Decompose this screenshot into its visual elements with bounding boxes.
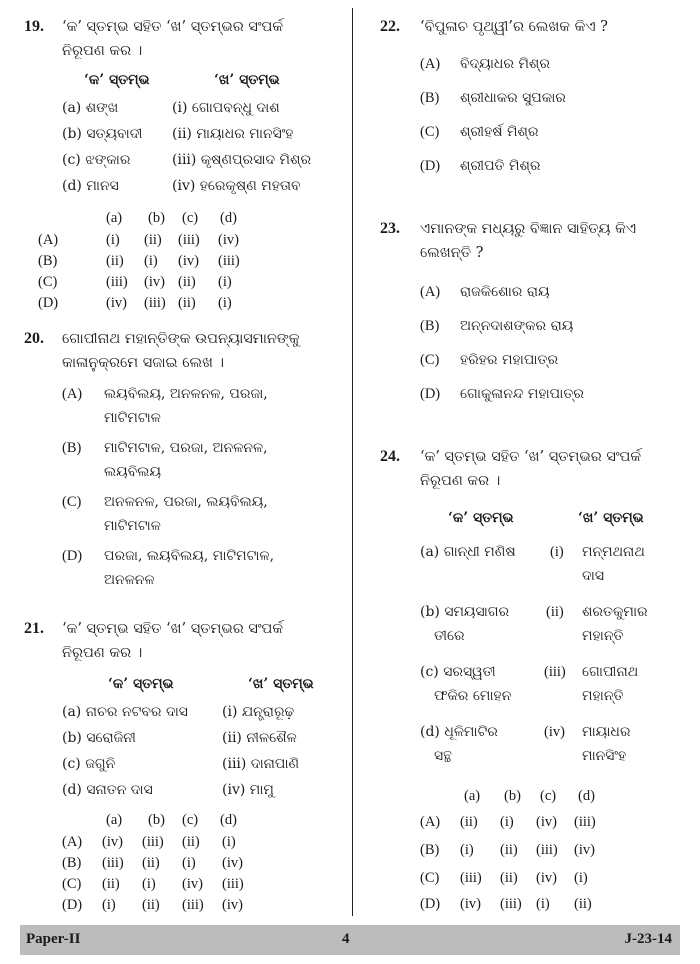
code-cell: (iv) (106, 295, 127, 311)
code-cell: (i) (102, 897, 116, 913)
column-header: ‘ଖ’ ସ୍ତମ୍ଭ (214, 72, 280, 88)
code-cell: (iv) (182, 876, 203, 892)
code-cell: (ii) (574, 896, 592, 912)
answer-option-A[interactable]: (A) (420, 814, 441, 830)
question-text: ନିରୂପଣ କର । (420, 473, 501, 489)
code-cell: (iii) (142, 834, 164, 850)
option-text: ମାଟିମଟାଳ, ପରଜା, ଅନଳନଳ, (104, 440, 268, 456)
code-cell: (ii) (144, 232, 162, 248)
code-cell: (i) (218, 295, 232, 311)
match-item: (ii) ମାୟାଧର ମାନସିଂହ (172, 126, 294, 142)
match-item: (c) ଜଗୁନି (62, 756, 116, 772)
code-cell: (i) (182, 855, 196, 871)
answer-option-B[interactable]: (B) (420, 90, 440, 106)
code-cell: (i) (142, 876, 156, 892)
match-item: (a) ନାଚର ନଟବର ଦାସ (62, 704, 188, 720)
column-header: ‘ଖ’ ସ୍ତମ୍ଭ (578, 510, 644, 526)
match-item: (a) ଶଙ୍ଖ (62, 100, 119, 116)
answer-option-C[interactable]: (C) (62, 494, 82, 510)
option-text: ରାଜକିଶୋର ରାୟ (460, 284, 550, 300)
match-item: (i) (550, 544, 564, 560)
code-cell: (iv) (460, 896, 481, 912)
answer-option-D[interactable]: (D) (420, 896, 441, 912)
code-cell: (i) (222, 834, 236, 850)
code-header: (c) (540, 788, 557, 804)
code-cell: (iii) (178, 232, 200, 248)
code-cell: (iv) (536, 870, 557, 886)
option-text: ଲୟବିଲୟ, ଅନଳନଳ, ପରଜା, (104, 386, 268, 402)
code-header: (c) (182, 210, 199, 226)
match-item: (b) ସମୟସାଗର (420, 604, 510, 620)
code-cell: (iii) (106, 274, 128, 290)
option-text: ଶ୍ରୀଧାକର ସୁପକାର (460, 90, 566, 106)
code-cell: (i) (536, 896, 550, 912)
code-cell: (iv) (574, 842, 595, 858)
code-cell: (iv) (102, 834, 123, 850)
answer-option-A[interactable]: (A) (38, 232, 59, 248)
match-item: ଦାସ (582, 568, 604, 584)
question-text: କାଳାନୁକ୍ରମେ ସଜାଇ ଲେଖ । (62, 355, 225, 371)
match-item: ଗୋପୀନାଥ (582, 664, 639, 680)
code-cell: (iii) (222, 876, 244, 892)
question-number: 20. (24, 330, 44, 347)
match-item: (b) ସରୋଜିନୀ (62, 730, 136, 746)
question-text: ନିରୂପଣ କର । (62, 645, 143, 661)
match-item: ମାନସିଂହ (582, 748, 627, 764)
code-cell: (iv) (536, 814, 557, 830)
answer-option-D[interactable]: (D) (62, 897, 83, 913)
code-cell: (iv) (218, 232, 239, 248)
code-cell: (i) (500, 814, 514, 830)
code-cell: (ii) (460, 814, 478, 830)
code-cell: (iv) (222, 855, 243, 871)
question-text: ଗୋପୀନାଥ ମହାନ୍ତିଙ୍କ ଉପନ୍ୟାସମାନଙ୍କୁ (62, 331, 300, 347)
option-text: ବିଦ୍ୟାଧର ମିଶ୍ର (460, 56, 550, 72)
question-number: 24. (380, 448, 400, 465)
question-number: 22. (380, 18, 400, 35)
answer-option-C[interactable]: (C) (420, 124, 440, 140)
code-cell: (ii) (178, 274, 196, 290)
code-header: (b) (148, 812, 165, 828)
option-text: ପରଜା, ଲୟବିଲୟ, ମାଟିମଟାଳ, (104, 548, 275, 564)
match-item: ଶରତକୁମାର (582, 604, 648, 620)
code-cell: (iii) (144, 295, 166, 311)
match-item: (d) ମାନସ (62, 178, 119, 194)
option-text: ମାଟିମଟାଳ (104, 410, 161, 426)
code-header: (b) (148, 210, 165, 226)
option-text: ହରିହର ମହାପାତ୍ର (460, 352, 559, 368)
question-text: ‘ବିପୁଳାଚ ପୃଥ୍ୱୀ’ର ଲେଖକ କିଏ ? (420, 19, 608, 35)
match-item: ତୀରେ (434, 628, 465, 644)
match-item: (c) ଝଙ୍କାର (62, 152, 131, 168)
option-text: ମାଟିମଟାଳ (104, 518, 161, 534)
code-cell: (iii) (500, 896, 522, 912)
question-text: ‘କ’ ସ୍ତମ୍ଭ ସହିତ ‘ଖ’ ସ୍ତମ୍ଭର ସଂପର୍କ (420, 449, 642, 465)
column-header: ‘ଖ’ ସ୍ତମ୍ଭ (248, 676, 314, 692)
answer-option-C[interactable]: (C) (62, 876, 82, 892)
code-cell: (i) (460, 842, 474, 858)
question-text: ‘କ’ ସ୍ତମ୍ଭ ସହିତ ‘ଖ’ ସ୍ତମ୍ଭର ସଂପର୍କ (62, 19, 284, 35)
code-cell: (iv) (222, 897, 243, 913)
match-item: (a) ଗାନ୍ଧୀ ମଣିଷ (420, 544, 516, 560)
option-text: ଶ୍ରୀପତି ମିଶ୍ର (460, 158, 541, 174)
code-cell: (ii) (102, 876, 120, 892)
code-cell: (ii) (106, 253, 124, 269)
answer-option-A[interactable]: (A) (420, 284, 441, 300)
paper-label: Paper-II (26, 931, 81, 947)
match-item: ସନ୍ଥ (434, 748, 452, 764)
code-header: (d) (220, 210, 237, 226)
match-item: (i) ଯନ୍ତ୍ରାରୂଢ଼ (222, 704, 295, 720)
code-header: (c) (182, 812, 199, 828)
question-text: ନିରୂପଣ କର । (62, 43, 143, 59)
code-cell: (iii) (536, 842, 558, 858)
match-item: (iv) (544, 724, 565, 740)
code-cell: (iii) (182, 897, 204, 913)
question-number: 23. (380, 220, 400, 237)
code-header: (b) (504, 788, 521, 804)
answer-option-B[interactable]: (B) (62, 440, 82, 456)
match-item: ମହାନ୍ତି (582, 688, 624, 704)
question-text: ‘କ’ ସ୍ତମ୍ଭ ସହିତ ‘ଖ’ ସ୍ତମ୍ଭର ସଂପର୍କ (62, 621, 284, 637)
match-item: (i) ଗୋପବନ୍ଧୁ ଦାଶ (172, 100, 280, 116)
match-item: (b) ସତ୍ୟବାଦୀ (62, 126, 143, 142)
code-cell: (i) (106, 232, 120, 248)
code-cell: (iii) (574, 814, 596, 830)
code-cell: (ii) (500, 870, 518, 886)
answer-option-D[interactable]: (D) (420, 158, 441, 174)
match-item: (iii) କୃଷ୍ଣପ୍ରସାଦ ମିଶ୍ର (172, 152, 312, 168)
code-cell: (iii) (102, 855, 124, 871)
code-cell: (iv) (178, 253, 199, 269)
code-cell: (iii) (218, 253, 240, 269)
answer-option-B[interactable]: (B) (62, 855, 82, 871)
page-number: 4 (342, 931, 350, 947)
code-cell: (iii) (460, 870, 482, 886)
code-cell: (i) (218, 274, 232, 290)
code-header: (a) (106, 812, 123, 828)
question-number: 19. (24, 18, 44, 35)
answer-option-A[interactable]: (A) (420, 56, 441, 72)
answer-option-C[interactable]: (C) (420, 870, 440, 886)
code-header: (d) (578, 788, 595, 804)
column-header: ‘କ’ ସ୍ତମ୍ଭ (84, 72, 150, 88)
answer-option-C[interactable]: (C) (420, 352, 440, 368)
code-cell: (iv) (144, 274, 165, 290)
match-item: (ii) (546, 604, 564, 620)
answer-option-D[interactable]: (D) (38, 295, 59, 311)
match-item: (iv) ମାମୁ (222, 782, 274, 798)
match-item: (d) ଧୂଳିମାଟିର (420, 724, 498, 740)
match-item: ମନ୍ମଥନାଥ (582, 544, 645, 560)
code-cell: (ii) (142, 897, 160, 913)
match-item: ମହାନ୍ତି (582, 628, 624, 644)
exam-code: J-23-14 (624, 931, 672, 947)
answer-option-A[interactable]: (A) (62, 386, 83, 402)
code-cell: (ii) (182, 834, 200, 850)
page-footer (20, 925, 680, 955)
match-item: (iii) ଦାନାପାଣି (222, 756, 300, 772)
code-cell: (ii) (142, 855, 160, 871)
column-header: ‘କ’ ସ୍ତମ୍ଭ (448, 510, 514, 526)
column-header: ‘କ’ ସ୍ତମ୍ଭ (108, 676, 174, 692)
code-cell: (i) (574, 870, 588, 886)
answer-option-B[interactable]: (B) (38, 253, 58, 269)
code-header: (a) (106, 210, 123, 226)
answer-option-B[interactable]: (B) (420, 842, 440, 858)
code-header: (a) (464, 788, 481, 804)
question-number: 21. (24, 620, 44, 637)
question-text: ଏମାନଙ୍କ ମଧ୍ୟରୁ ବିଜ୍ଞାନ ସାହିତ୍ୟ କିଏ (420, 221, 637, 237)
match-item: ମାୟାଧର (582, 724, 631, 740)
match-item: (ii) ନୀଳଶୈଳ (222, 730, 297, 746)
option-text: ଶ୍ରୀହର୍ଷ ମିଶ୍ର (460, 124, 539, 140)
option-text: ଲୟବିଲୟ (104, 464, 162, 480)
match-item: (d) ସନାତନ ଦାସ (62, 782, 153, 798)
question-text: ଲେଖନ୍ତି ? (420, 245, 484, 261)
code-cell: (i) (144, 253, 158, 269)
option-text: ଅନଳନଳ, ପରଜା, ଲୟବିଲୟ, (104, 494, 268, 510)
column-divider (352, 8, 353, 916)
match-item: (c) ସରସ୍ୱତୀ (420, 664, 496, 680)
answer-option-C[interactable]: (C) (38, 274, 58, 290)
answer-option-D[interactable]: (D) (420, 386, 441, 402)
code-cell: (ii) (500, 842, 518, 858)
option-text: ଅନ୍ନଦାଶଙ୍କର ରାୟ (460, 318, 574, 334)
code-cell: (ii) (178, 295, 196, 311)
match-item: (iii) (544, 664, 566, 680)
code-header: (d) (220, 812, 237, 828)
answer-option-D[interactable]: (D) (62, 548, 83, 564)
option-text: ଗୋକୁଳାନନ୍ଦ ମହାପାତ୍ର (460, 386, 584, 402)
match-item: ଫକିର ମୋହନ (434, 688, 512, 704)
match-item: (iv) ହରେକୃଷ୍ଣ ମହତାବ (172, 178, 301, 194)
answer-option-B[interactable]: (B) (420, 318, 440, 334)
answer-option-A[interactable]: (A) (62, 834, 83, 850)
option-text: ଅନଳନଳ (104, 572, 155, 588)
